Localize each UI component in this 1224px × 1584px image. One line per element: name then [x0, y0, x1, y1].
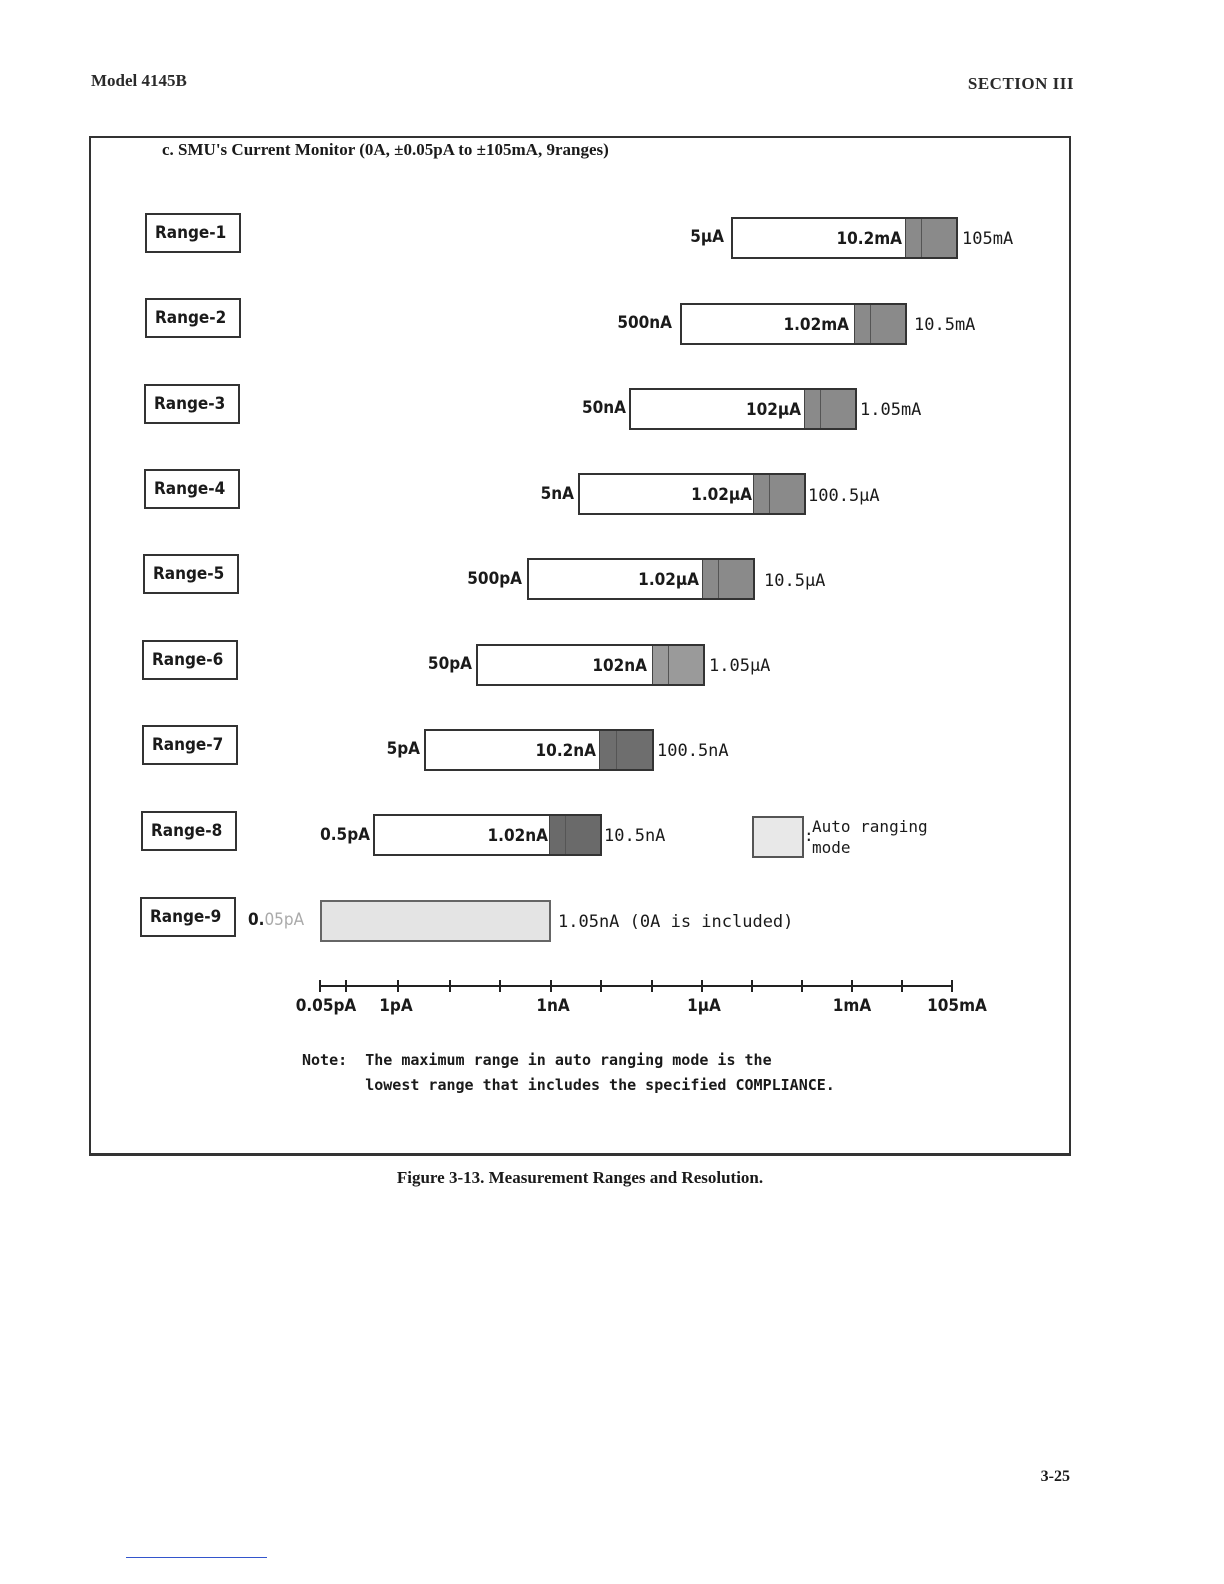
range-6-min: 50pA	[427, 654, 472, 674]
range-5-min: 500pA	[467, 569, 522, 589]
range-4-resolution: 1.02µA	[691, 485, 752, 505]
range-9-max: 1.05nA (0A is included)	[558, 912, 794, 932]
section-header: SECTION III	[967, 74, 1074, 93]
range-7-resolution: 10.2nA	[535, 741, 596, 761]
range-5-label: Range-5	[143, 554, 239, 594]
range-1-label: Range-1	[145, 213, 241, 253]
range-9-min	[248, 910, 318, 930]
legend-colon: :	[804, 826, 814, 845]
range-2-min: 500nA	[617, 313, 672, 333]
range-8-max: 10.5nA	[604, 826, 666, 846]
range-6-label: Range-6	[142, 640, 238, 680]
axis-tick-label-2: 1nA	[536, 996, 570, 1016]
range-1-resolution: 10.2mA	[836, 229, 902, 249]
range-9-label: Range-9	[140, 897, 236, 937]
note-label: Note:	[302, 1051, 348, 1069]
figure-note	[302, 1048, 835, 1098]
range-8-min: 0.5pA	[320, 825, 370, 845]
range-8-resolution: 1.02nA	[487, 826, 548, 846]
model-header: Model 4145B	[91, 71, 187, 90]
range-1-min: 5µA	[690, 227, 724, 247]
figure-heading: c. SMU's Current Monitor (0A, ±0.05pA to ±105mA, 9ranges)	[162, 140, 609, 159]
range-2-auto-segment	[854, 305, 905, 343]
range-9-min-prefix: 0.	[248, 910, 265, 930]
range-4-min: 5nA	[540, 484, 574, 504]
range-9-min-faint: 05pA	[264, 910, 305, 930]
axis-tick-label-3: 1µA	[687, 996, 721, 1016]
range-6-max: 1.05µA	[709, 656, 771, 676]
auto-ranging-legend-text: Auto ranging mode	[812, 817, 928, 857]
range-7-max: 100.5nA	[657, 741, 729, 761]
range-4-max: 100.5µA	[808, 486, 880, 506]
range-2-max: 10.5mA	[914, 315, 976, 335]
note-line-1: The maximum range in auto ranging mode is the	[365, 1051, 772, 1069]
range-9-bar	[320, 900, 551, 942]
range-6-resolution: 102nA	[592, 656, 647, 676]
range-4-auto-segment	[753, 475, 804, 513]
range-7-label: Range-7	[142, 725, 238, 765]
footnote-rule	[126, 1557, 267, 1558]
range-5-auto-segment	[702, 560, 753, 598]
range-5-max: 10.5µA	[764, 571, 826, 591]
axis-tick-label-5: 105mA	[927, 996, 987, 1016]
range-3-max: 1.05mA	[860, 400, 922, 420]
range-7-auto-segment	[599, 731, 652, 769]
range-8-auto-segment	[549, 816, 600, 854]
range-6-bar	[476, 644, 705, 686]
range-7-min: 5pA	[386, 739, 420, 759]
range-8-bar	[373, 814, 602, 856]
range-1-max: 105mA	[962, 229, 1014, 249]
range-3-min: 50nA	[581, 398, 626, 418]
range-2-label: Range-2	[145, 298, 241, 338]
axis-tick-label-0: 0.05pA	[295, 996, 357, 1016]
range-4-label: Range-4	[144, 469, 240, 509]
range-1-auto-segment	[905, 219, 956, 257]
range-7-bar	[424, 729, 654, 771]
auto-ranging-legend-swatch	[752, 816, 804, 858]
range-1-bar	[731, 217, 958, 259]
range-2-resolution: 1.02mA	[783, 315, 849, 335]
range-8-label: Range-8	[141, 811, 237, 851]
range-5-resolution: 1.02µA	[638, 570, 699, 590]
range-2-bar	[680, 303, 907, 345]
page-number: 3-25	[1040, 1468, 1070, 1485]
axis-tick-label-1: 1pA	[379, 996, 413, 1016]
figure-caption: Figure 3-13. Measurement Ranges and Resolution.	[396, 1168, 764, 1187]
note-line-2: lowest range that includes the specified COMPLIANCE.	[365, 1076, 835, 1094]
range-5-bar	[527, 558, 755, 600]
range-4-bar	[578, 473, 806, 515]
range-3-auto-segment	[804, 390, 855, 428]
range-3-label: Range-3	[144, 384, 240, 424]
range-3-bar	[629, 388, 857, 430]
range-6-auto-segment	[652, 646, 703, 684]
axis-tick-label-4: 1mA	[832, 996, 872, 1016]
range-3-resolution: 102µA	[745, 400, 801, 420]
